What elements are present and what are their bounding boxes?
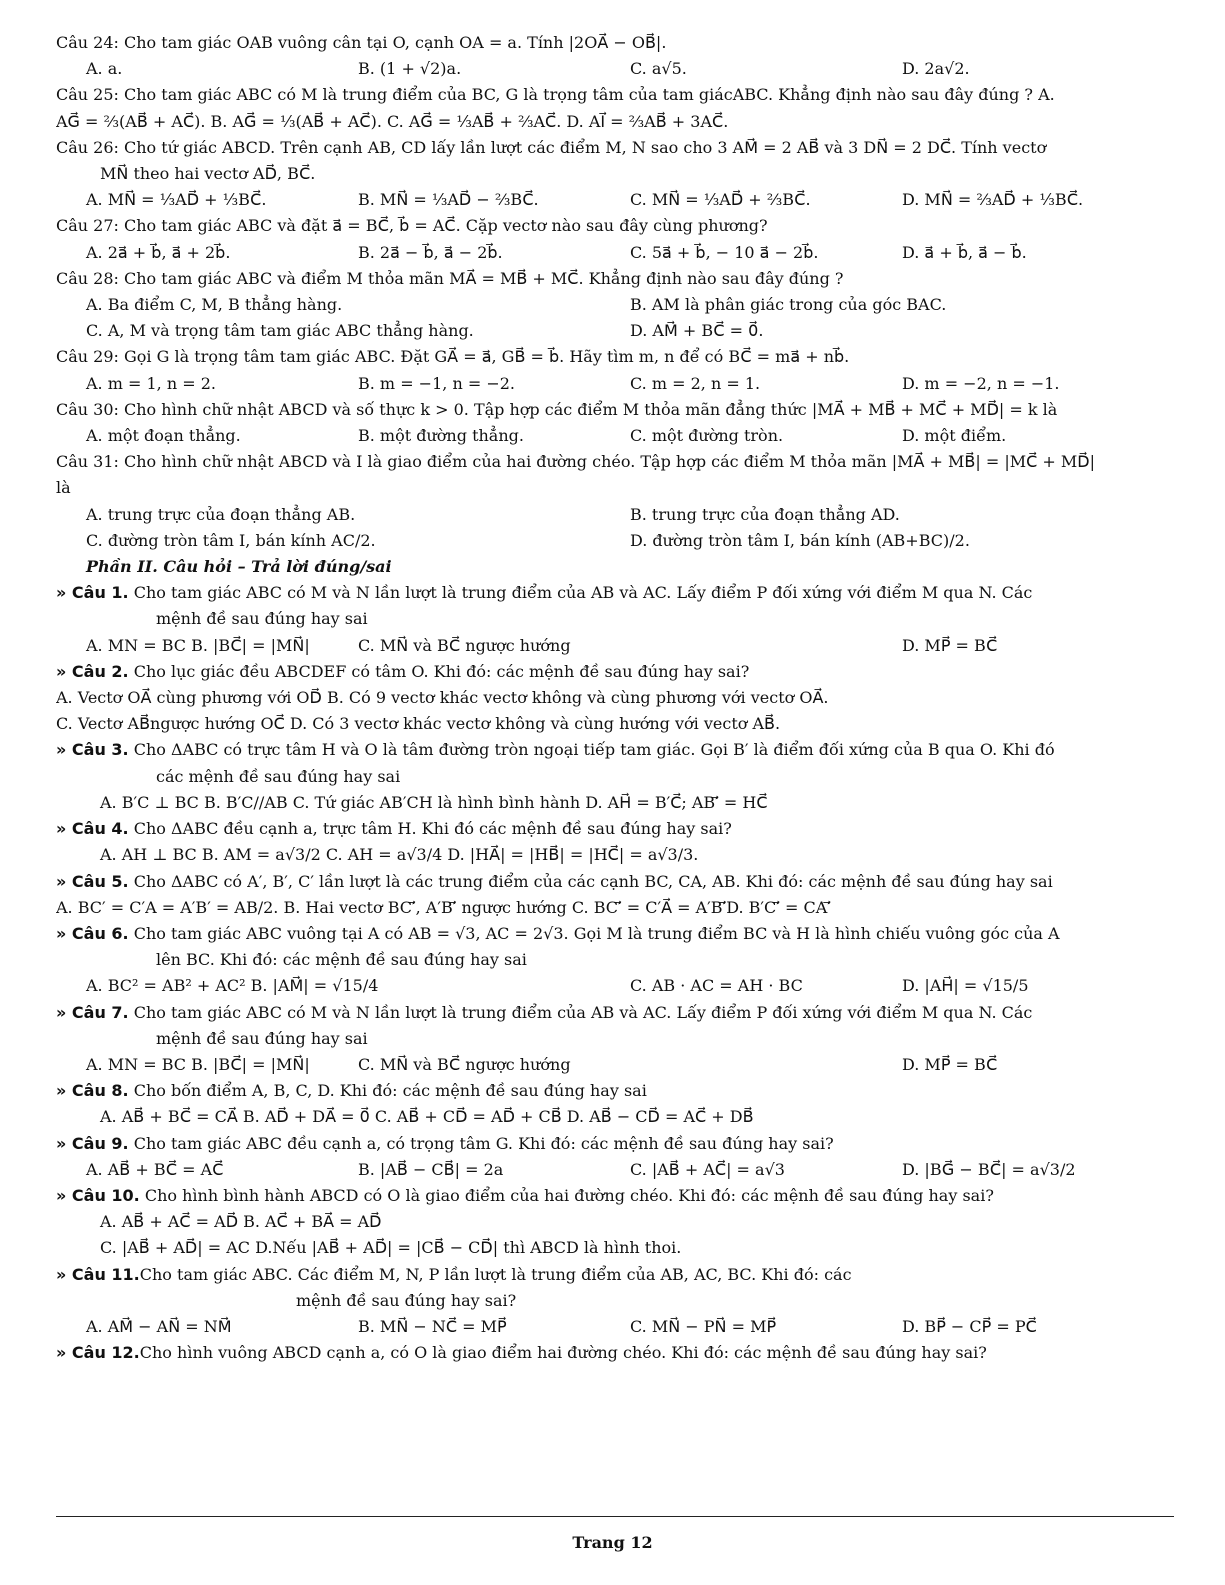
- answer-option: B. (1 + √2)a.: [358, 59, 462, 79]
- answer-options: [56, 633, 1174, 659]
- answer-option: A. 2a⃗ + b⃗, a⃗ + 2b⃗.: [86, 242, 231, 262]
- statement-line: A. AH ⊥ BC B. AM = a√3/2 C. AH = a√3/4 D. |HA⃗| = |HB⃗| = |HC⃗| = a√3/3.: [100, 845, 699, 865]
- question-label: » Câu 8.: [56, 1081, 129, 1101]
- question-stem: [56, 869, 1174, 895]
- answer-option: B. MN⃗ = ⅓AD⃗ − ⅔BC⃗.: [358, 190, 539, 210]
- answer-option: C. 5a⃗ + b⃗, − 10 a⃗ − 2b⃗.: [630, 242, 819, 262]
- question-line: Câu 28: Cho tam giác ABC và điểm M thỏa mãn MA⃗ = MB⃗ + MC⃗. Khẳng định nào sau đây đúng ?: [56, 268, 844, 288]
- question-line: là: [56, 478, 71, 498]
- question-stem: [56, 816, 1174, 842]
- question-text: Cho ΔABC đều cạnh a, trực tâm H. Khi đó các mệnh đề sau đúng hay sai?: [128, 819, 732, 839]
- question-stem: [56, 737, 1174, 763]
- answer-option: D. MN⃗ = ⅔AD⃗ + ⅓BC⃗.: [902, 190, 1084, 210]
- question-line: A. Vectơ OA⃗ cùng phương với OD⃗ B. Có 9 vectơ khác vectơ không và cùng phương với vectơ OA⃗.: [56, 688, 829, 708]
- question-text: Cho lục giác đều ABCDEF có tâm O. Khi đó: các mệnh đề sau đúng hay sai?: [128, 661, 750, 681]
- question-continuation: mệnh đề sau đúng hay sai?: [296, 1290, 517, 1310]
- answer-option: C. MN⃗ và BC⃗ ngược hướng: [358, 1054, 571, 1074]
- answer-option: A. AM⃗ − AN⃗ = NM⃗: [86, 1316, 232, 1336]
- section-title: Phần II. Câu hỏi – Trả lời đúng/sai: [86, 557, 392, 577]
- question-line: AG⃗ = ⅔(AB⃗ + AC⃗). B. AG⃗ = ⅓(AB⃗ + AC⃗). C. AG⃗ = ⅓AB⃗ + ⅔AC⃗. D. AI⃗ = ⅔AB⃗ + 3AC⃗.: [56, 111, 729, 131]
- question-stem: [56, 580, 1174, 606]
- answer-option: C. |AB⃗ + AC⃗| = a√3: [630, 1159, 785, 1179]
- answer-options: [56, 1052, 1174, 1078]
- question-continuation: mệnh đề sau đúng hay sai: [156, 1028, 368, 1048]
- answer-option: [630, 633, 902, 659]
- document-page: [56, 30, 1174, 1366]
- answer-option: B. MN⃗ − NC⃗ = MP⃗: [358, 1316, 507, 1336]
- question-line: Câu 27: Cho tam giác ABC và đặt a⃗ = BC⃗, b⃗ = AC⃗. Cặp vectơ nào sau đây cùng phương?: [56, 216, 768, 236]
- answer-option: C. A, M và trọng tâm tam giác ABC thẳng hàng.: [86, 321, 474, 341]
- question-line: A. BC′ = C′A = A′B′ = AB/2. B. Hai vectơ BC′⃗, A′B′⃗ ngược hướng C. BC′⃗ = C′A⃗ = A′B′⃗D. B′C′⃗ = CA′⃗: [56, 897, 831, 917]
- question-continuation: lên BC. Khi đó: các mệnh đề sau đúng hay sai: [156, 950, 527, 970]
- answer-options: [56, 187, 1174, 213]
- answer-option: B. một đường thẳng.: [358, 426, 524, 446]
- question-text: Cho hình vuông ABCD cạnh a, có O là giao điểm hai đường chéo. Khi đó: các mệnh đề sau đúng hay sai?: [139, 1343, 987, 1363]
- answer-option: A. trung trực của đoạn thẳng AB.: [86, 504, 356, 524]
- question-label: » Câu 11.: [56, 1264, 140, 1284]
- question-text: Cho ΔABC có A′, B′, C′ lần lượt là các trung điểm của các cạnh BC, CA, AB. Khi đó: các mệnh đề sau đúng hay sai: [128, 871, 1053, 891]
- answer-option: A. MN⃗ = ⅓AD⃗ + ⅓BC⃗.: [86, 190, 267, 210]
- question-continuation: mệnh đề sau đúng hay sai: [156, 609, 368, 629]
- question-label: » Câu 3.: [56, 740, 129, 760]
- question-line: Câu 31: Cho hình chữ nhật ABCD và I là giao điểm của hai đường chéo. Tập hợp các điểm M thỏa mãn |MA⃗ + MB⃗| = |MC⃗ + MD⃗|: [56, 452, 1095, 472]
- question-label: » Câu 12.: [56, 1343, 140, 1363]
- question-label: » Câu 2.: [56, 661, 129, 681]
- answer-option: D. |AH⃗| = √15/5: [902, 976, 1029, 996]
- answer-option: D. đường tròn tâm I, bán kính (AB+BC)/2.: [630, 530, 970, 550]
- question-text: Cho ΔABC có trực tâm H và O là tâm đường tròn ngoại tiếp tam giác. Gọi B′ là điểm đối xứng của B qua O. Khi đó: [128, 740, 1055, 760]
- question-stem: [56, 1183, 1174, 1209]
- answer-options: [56, 528, 1174, 554]
- answer-options: [56, 423, 1174, 449]
- question-text: Cho tam giác ABC có M và N lần lượt là trung điểm của AB và AC. Lấy điểm P đối xứng với điểm M qua N. Các: [128, 1002, 1033, 1022]
- question-line: Câu 26: Cho tứ giác ABCD. Trên cạnh AB, CD lấy lần lượt các điểm M, N sao cho 3 AM⃗ = 2 AB⃗ và 3 DN⃗ = 2 DC⃗. Tính vectơ: [56, 137, 1047, 157]
- question-text: Cho bốn điểm A, B, C, D. Khi đó: các mệnh đề sau đúng hay sai: [128, 1081, 647, 1101]
- question-text: Cho tam giác ABC. Các điểm M, N, P lần lượt là trung điểm của AB, AC, BC. Khi đó: các: [139, 1264, 852, 1284]
- statement-line: A. B′C ⊥ BC B. B′C//AB C. Tứ giác AB′CH là hình bình hành D. AH⃗ = B′C⃗; AB′⃗ = HC⃗: [100, 792, 768, 812]
- question-stem: [56, 1000, 1174, 1026]
- answer-option: C. MN⃗ − PN⃗ = MP⃗: [630, 1316, 777, 1336]
- answer-options: [56, 318, 1174, 344]
- answer-option: B. 2a⃗ − b⃗, a⃗ − 2b⃗.: [358, 242, 503, 262]
- question-label: » Câu 4.: [56, 819, 129, 839]
- answer-option: D. AM⃗ + BC⃗ = 0⃗.: [630, 321, 764, 341]
- answer-option: D. a⃗ + b⃗, a⃗ − b⃗.: [902, 242, 1027, 262]
- question-text: Cho tam giác ABC đều cạnh a, có trọng tâm G. Khi đó: các mệnh đề sau đúng hay sai?: [128, 1133, 834, 1153]
- answer-option: C. MN⃗ = ⅓AD⃗ + ⅔BC⃗.: [630, 190, 811, 210]
- answer-option: D. m = −2, n = −1.: [902, 373, 1060, 393]
- question-stem: [56, 659, 1174, 685]
- answer-option: D. |BG⃗ − BC⃗| = a√3/2: [902, 1159, 1076, 1179]
- answer-option: C. đường tròn tâm I, bán kính AC/2.: [86, 530, 376, 550]
- answer-options: [56, 502, 1174, 528]
- question-text: Cho hình bình hành ABCD có O là giao điểm của hai đường chéo. Khi đó: các mệnh đề sau đúng hay sai?: [139, 1185, 994, 1205]
- answer-option: C. a√5.: [630, 59, 687, 79]
- answer-option: A. MN = BC B. |BC⃗| = |MN⃗|: [86, 1054, 310, 1074]
- answer-options: [56, 292, 1174, 318]
- answer-option: C. m = 2, n = 1.: [630, 373, 761, 393]
- answer-option: C. một đường tròn.: [630, 426, 784, 446]
- statement-line: A. AB⃗ + BC⃗ = CA⃗ B. AD⃗ + DA⃗ = 0⃗ C. AB⃗ + CD⃗ = AD⃗ + CB⃗ D. AB⃗ − CD⃗ = AC⃗ + DB⃗: [100, 1107, 754, 1127]
- answer-option: D. MP⃗ = BC⃗: [902, 635, 998, 655]
- answer-option: B. AM là phân giác trong của góc BAC.: [630, 295, 947, 315]
- question-stem: [56, 1078, 1174, 1104]
- answer-option: A. BC² = AB² + AC² B. |AM⃗| = √15/4: [86, 976, 379, 996]
- answer-options: [56, 56, 1174, 82]
- answer-option: D. một điểm.: [902, 426, 1007, 446]
- answer-option: A. MN = BC B. |BC⃗| = |MN⃗|: [86, 635, 310, 655]
- question-stem: [56, 1131, 1174, 1157]
- question-label: » Câu 7.: [56, 1002, 129, 1022]
- question-line: C. Vectơ AB⃗ngược hướng OC⃗ D. Có 3 vectơ khác vectơ không và cùng hướng với vectơ AB⃗.: [56, 714, 781, 734]
- answer-option: C. MN⃗ và BC⃗ ngược hướng: [358, 635, 571, 655]
- question-line: Câu 25: Cho tam giác ABC có M là trung điểm của BC, G là trọng tâm của tam giácABC. Khẳng định nào sau đây đúng ? A.: [56, 85, 1055, 105]
- question-label: » Câu 9.: [56, 1133, 129, 1153]
- answer-option: A. một đoạn thẳng.: [86, 426, 241, 446]
- answer-option: D. MP⃗ = BC⃗: [902, 1054, 998, 1074]
- statement-line: C. |AB⃗ + AD⃗| = AC D.Nếu |AB⃗ + AD⃗| = |CB⃗ − CD⃗| thì ABCD là hình thoi.: [100, 1238, 682, 1258]
- question-stem: [56, 1262, 1174, 1288]
- answer-option: A. AB⃗ + BC⃗ = AC⃗: [86, 1159, 224, 1179]
- answer-option: C. AB · AC = AH · BC: [630, 976, 803, 996]
- question-line: Câu 24: Cho tam giác OAB vuông cân tại O, cạnh OA = a. Tính |2OA⃗ − OB⃗|.: [56, 33, 667, 52]
- question-label: » Câu 5.: [56, 871, 129, 891]
- footer-rule: [56, 1516, 1174, 1517]
- question-stem: [56, 1340, 1174, 1366]
- question-text: Cho tam giác ABC có M và N lần lượt là trung điểm của AB và AC. Lấy điểm P đối xứng với điểm M qua N. Các: [128, 583, 1033, 603]
- question-continuation: các mệnh đề sau đúng hay sai: [156, 766, 401, 786]
- page-number: Trang 12: [572, 1533, 653, 1552]
- statement-line: A. AB⃗ + AC⃗ = AD⃗ B. AC⃗ + BA⃗ = AD⃗: [100, 1212, 382, 1232]
- answer-option: A. Ba điểm C, M, B thẳng hàng.: [86, 295, 343, 315]
- question-stem: [56, 921, 1174, 947]
- answer-option: [358, 973, 630, 999]
- answer-option: [630, 1052, 902, 1078]
- statement-line: MN⃗ theo hai vectơ AD⃗, BC⃗.: [100, 164, 316, 184]
- answer-option: A. a.: [86, 59, 123, 79]
- answer-options: [56, 371, 1174, 397]
- answer-options: [56, 973, 1174, 999]
- answer-option: D. BP⃗ − CP⃗ = PC⃗: [902, 1316, 1037, 1336]
- question-label: » Câu 1.: [56, 583, 129, 603]
- question-text: Cho tam giác ABC vuông tại A có AB = √3, AC = 2√3. Gọi M là trung điểm BC và H là hình chiếu vuông góc của A: [128, 923, 1060, 943]
- question-line: Câu 29: Gọi G là trọng tâm tam giác ABC. Đặt GA⃗ = a⃗, GB⃗ = b⃗. Hãy tìm m, n để có BC⃗ = ma⃗ + nb⃗.: [56, 347, 850, 367]
- question-line: Câu 30: Cho hình chữ nhật ABCD và số thực k > 0. Tập hợp các điểm M thỏa mãn đẳng thức |MA⃗ + MB⃗ + MC⃗ + MD⃗| = k là: [56, 399, 1058, 419]
- answer-option: D. 2a√2.: [902, 59, 970, 79]
- answer-options: [56, 1157, 1174, 1183]
- answer-options: [56, 240, 1174, 266]
- question-label: » Câu 10.: [56, 1185, 140, 1205]
- question-label: » Câu 6.: [56, 923, 129, 943]
- answer-options: [56, 1314, 1174, 1340]
- answer-option: A. m = 1, n = 2.: [86, 373, 216, 393]
- answer-option: B. trung trực của đoạn thẳng AD.: [630, 504, 900, 524]
- answer-option: B. m = −1, n = −2.: [358, 373, 515, 393]
- answer-option: B. |AB⃗ − CB⃗| = 2a: [358, 1159, 504, 1179]
